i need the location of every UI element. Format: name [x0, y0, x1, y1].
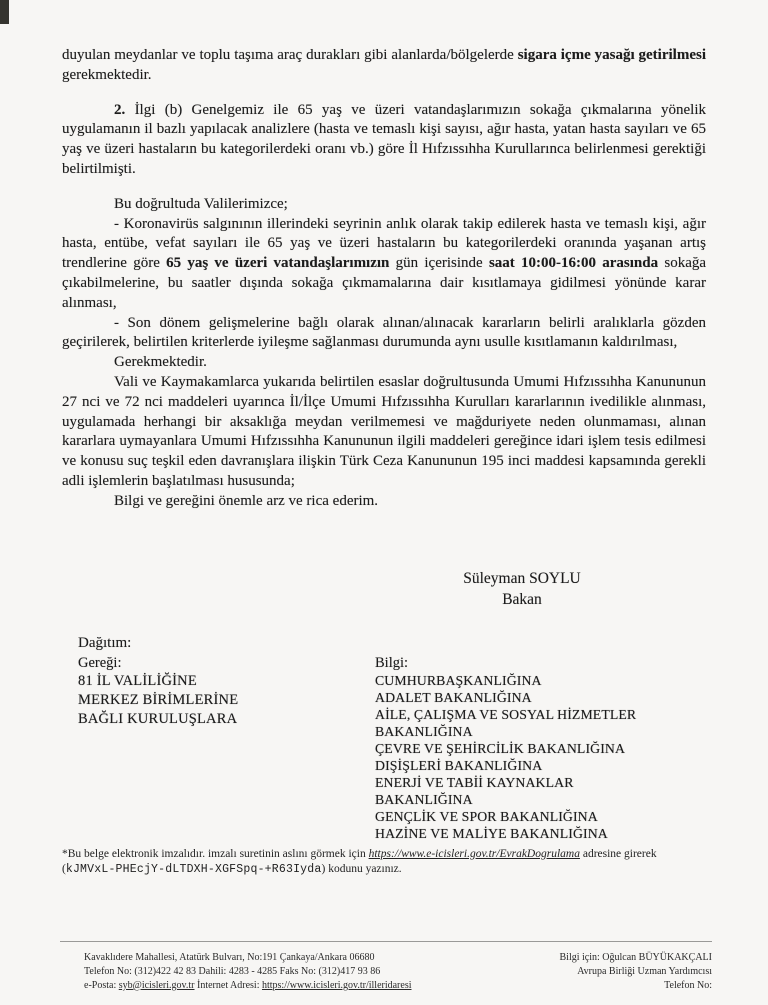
- paragraph-text: - Son dönem gelişmelerine bağlı olarak alınan/alınacak kararların belirli aralıklarla gözden geçirilerek, belirtilen kriterlerde iyileşme sağlanması durumunda aynı usulle kısıtlamanın kaldırılması,: [62, 314, 706, 351]
- distribution-heading: Dağıtım:: [78, 634, 132, 651]
- bilgi-item: ADALET BAKANLIĞINA: [375, 689, 532, 705]
- signer-title: Bakan: [502, 590, 542, 608]
- paragraph-text: İlgi (b) Genelgemiz ile 65 yaş ve üzeri vatandaşlarımızın sokağa çıkmalarına yönelik uygulamanın il bazlı yapılacak analizlere (hasta ve temaslı kişi sayısı, ağır hasta, yatan hasta sayıları ve 65 yaş ve üzeri hastaların bu kategorilerdeki oranı vb.) göre İl Hıfzıssıhha Kurullarınca belirlenmesi gerektiği belirtilmişti.: [62, 101, 706, 177]
- bilgi-item: HAZİNE VE MALİYE BAKANLIĞINA: [375, 825, 608, 841]
- paragraph-text: sokağa çıkabilmelerine, bu saatler dışında sokağa çıkmamalarına dair kısıtlamaya gidilmesi yönünde karar alınması,: [62, 255, 707, 311]
- distribution-columns: [78, 654, 706, 842]
- esign-note-text: adresine girerek (: [62, 847, 657, 876]
- bilgi-item: ENERJİ VE TABİİ KAYNAKLAR BAKANLIĞINA: [375, 774, 574, 807]
- internet-label: İnternet Adresi:: [194, 979, 262, 991]
- bold-phrase-hours: saat 10:00-16:00 arasında: [488, 255, 659, 272]
- bold-phrase-smoking-ban: sigara içme yasağı getirilmesi: [517, 47, 706, 63]
- body-paragraph-legal-basis: [62, 373, 706, 492]
- body-paragraph-review-measures: [62, 314, 706, 354]
- distribution-geregi-column: [78, 654, 375, 842]
- paragraph-text: gerekmektedir.: [62, 66, 152, 83]
- bilgi-item: AİLE, ÇALIŞMA VE SOSYAL HİZMETLER BAKANLIĞINA: [375, 706, 637, 739]
- footer-contact-name: Bilgi için: Oğulcan BÜYÜKAKÇALI: [559, 952, 712, 963]
- paragraph-text: Bilgi ve gereğini önemle arz ve rica ederim.: [114, 492, 379, 509]
- letterhead-footer: [60, 941, 712, 992]
- bilgi-label: Bilgi:: [375, 654, 409, 671]
- bilgi-item: ÇEVRE VE ŞEHİRCİLİK BAKANLIĞINA: [375, 740, 626, 756]
- bilgi-item: DIŞİŞLERİ BAKANLIĞINA: [375, 757, 543, 773]
- esignature-note: [62, 847, 706, 878]
- signature-block: [402, 568, 642, 610]
- footer-phone: Telefon No: (312)422 42 83 Dahili: 4283 - 4285 Faks No: (312)417 93 86: [84, 965, 381, 977]
- website-link[interactable]: https://www.icisleri.gov.tr/illeridaresi: [261, 979, 412, 991]
- paragraph-text: Bu doğrultuda Valilerimizce;: [114, 195, 288, 212]
- footer-contact-right: [560, 951, 713, 992]
- email-label: e-Posta:: [84, 979, 119, 991]
- footer-address: Kavaklıdere Mahallesi, Atatürk Bulvarı, No:191 Çankaya/Ankara 06680: [84, 952, 375, 963]
- geregi-item: 81 İL VALİLİĞİNE: [78, 672, 197, 689]
- paragraph-text: Vali ve Kaymakamlarca yukarıda belirtilen esaslar doğrultusunda Umumi Hıfzıssıhha Kanununun 27 nci ve 72 nci maddeleri uyarınca İl/İlçe Umumi Hıfzıssıhha Kurulları kararlarının ivedilikle alınması, uygulamada herhangi bir aksaklığa meydan verilmemesi ve mağduriyete neden olunmaması, alınan kararlara uymayanlara Umumi Hıfzıssıhha Kanununun ilgili maddeleri gereğince idari işlem tesis edilmesi ve konusu suç teşkil eden davranışlara ilişkin Türk Ceza Kanununun 195 inci maddesi kapsamında gerekli adli işlemlerin başlatılması hususunda;: [62, 373, 706, 489]
- email-link[interactable]: syb@icisleri.gov.tr: [118, 979, 195, 991]
- distribution-section: [62, 634, 706, 842]
- distribution-bilgi-column: [375, 654, 637, 842]
- paragraph-text: gün içerisinde: [389, 255, 489, 272]
- body-paragraph-smoking-ban: [62, 46, 706, 86]
- geregi-label: Gereği:: [78, 654, 122, 671]
- body-paragraph-closing: [62, 492, 706, 512]
- signer-name: Süleyman SOYLU: [463, 569, 581, 587]
- body-paragraph-governors-intro: [62, 195, 706, 215]
- verification-url-link[interactable]: https://www.e-icisleri.gov.tr/EvrakDogrulama: [368, 847, 580, 860]
- footer-contact-phone: Telefon No:: [664, 979, 712, 991]
- paragraph-text: Gerekmektedir.: [114, 354, 207, 371]
- verification-code: kJMVxL-PHEcjY-dLTDXH-XGFSpq-+R63Iyda: [65, 863, 322, 877]
- footer-links-line: [84, 979, 412, 993]
- bold-phrase-age-65: 65 yaş ve üzeri vatandaşlarımızın: [166, 255, 390, 272]
- body-paragraph-item-2: [62, 101, 706, 180]
- paragraph-text: duyulan meydanlar ve toplu taşıma araç durakları gibi alanlarda/bölgelerde: [62, 47, 518, 63]
- paragraph-text: - Koronavirüs salgınının illerindeki seyrinin anlık olarak takip edilerek hasta ve temaslı kişi, ağır hasta, entübe, vefat sayıları ile 65 yaş ve üzeri hastaların bu kategorilerdeki oranında yaşanan artış trendlerine göre: [62, 215, 706, 272]
- footer-contact-left: [60, 951, 412, 992]
- body-paragraph-gerekmektedir: [62, 353, 706, 373]
- bilgi-item: CUMHURBAŞKANLIĞINA: [375, 672, 542, 688]
- esign-note-text: *Bu belge elektronik imzalıdır. imzalı suretinin aslını görmek için: [62, 847, 369, 860]
- item-number: 2.: [114, 101, 126, 118]
- footer-contact-title: Avrupa Birliği Uzman Yardımcısı: [577, 965, 712, 977]
- letter-body: [62, 46, 706, 512]
- geregi-item: MERKEZ BİRİMLERİNE: [78, 691, 239, 708]
- geregi-item: BAĞLI KURULUŞLARA: [78, 710, 238, 727]
- esign-note-text: ) kodunu yazınız.: [321, 863, 402, 876]
- body-paragraph-curfew-hours: [62, 215, 706, 314]
- bilgi-item: GENÇLİK VE SPOR BAKANLIĞINA: [375, 808, 598, 824]
